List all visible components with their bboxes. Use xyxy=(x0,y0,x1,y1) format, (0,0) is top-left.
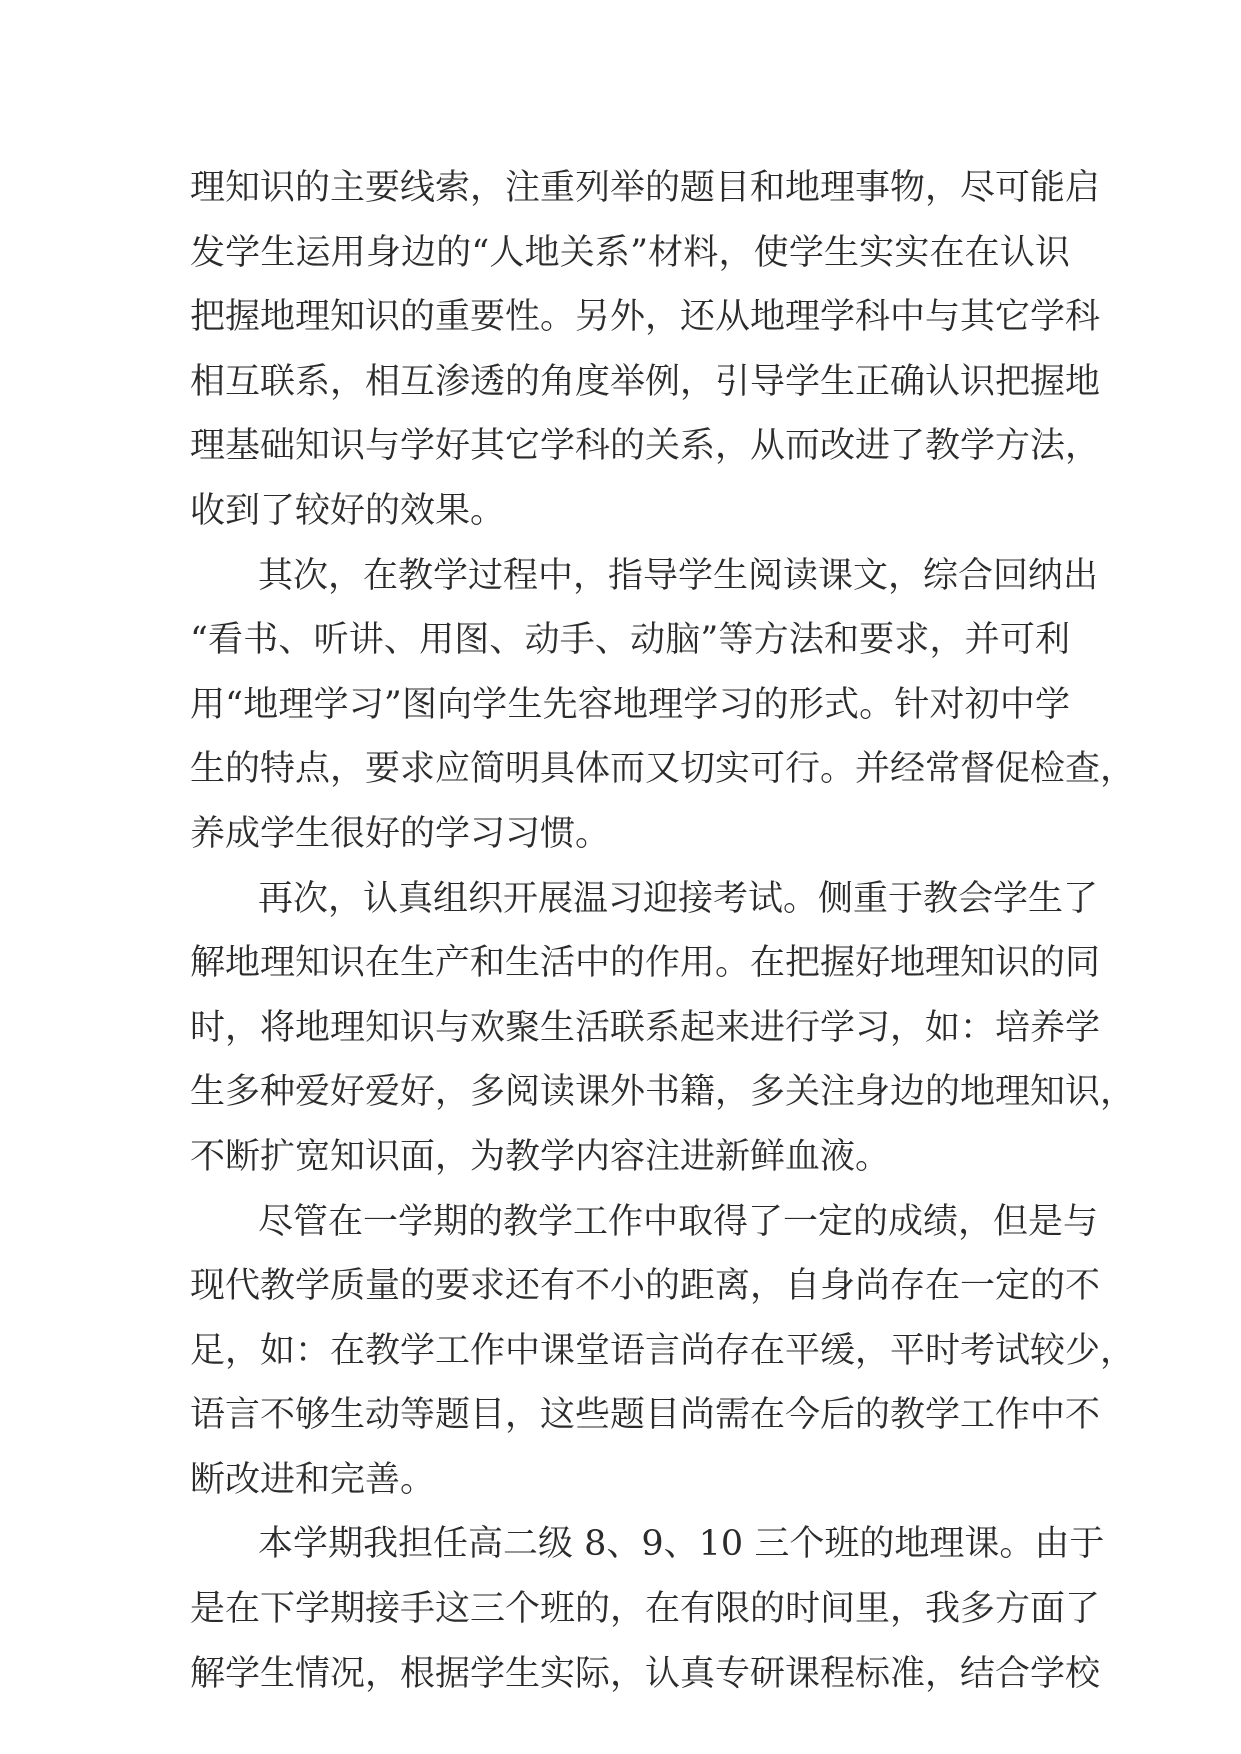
text-line: 生的特点，要求应简明具体而又切实可行。并经常督促检查， xyxy=(190,749,1136,790)
text-line: 理知识的主要线索，注重列举的题目和地理事物，尽可能启 xyxy=(190,168,1101,208)
text-line: 相互联系，相互渗透的角度举例，引导学生正确认识把握地 xyxy=(190,361,1101,402)
paragraph xyxy=(190,1190,1136,1513)
text-line: 发学生运用身边的“人地关系”材料，使学生实实在在认识 xyxy=(190,232,1070,273)
text-line: 本学期我担任高二级 8、9、10 三个班的地理课。由于 xyxy=(258,1524,1105,1565)
text-line: 生多种爱好爱好，多阅读课外书籍，多关注身边的地理知识， xyxy=(190,1072,1136,1113)
text-line: 解学生情况，根据学生实际，认真专研课程标准，结合学校 xyxy=(190,1653,1101,1694)
paragraph xyxy=(190,1512,1105,1706)
text-line: 把握地理知识的重要性。另外，还从地理学科中与其它学科 xyxy=(190,297,1101,338)
paragraph xyxy=(190,544,1136,867)
document-body xyxy=(190,156,1136,1706)
text-line: 其次，在教学过程中，指导学生阅读课文，综合回纳出 xyxy=(258,555,1099,596)
text-line: 养成学生很好的学习习惯。 xyxy=(190,813,611,854)
paragraph xyxy=(190,156,1101,544)
text-line: 断改进和完善。 xyxy=(190,1459,436,1500)
text-line: 是在下学期接手这三个班的，在有限的时间里，我多方面了 xyxy=(190,1589,1101,1630)
text-line: 收到了较好的效果。 xyxy=(190,490,506,531)
text-line: 时，将地理知识与欢聚生活联系起来进行学习，如：培养学 xyxy=(190,1007,1101,1048)
text-line: 用“地理学习”图向学生先容地理学习的形式。针对初中学 xyxy=(190,684,1070,725)
text-line: 再次，认真组织开展温习迎接考试。侧重于教会学生了 xyxy=(258,878,1099,919)
text-line: 尽管在一学期的教学工作中取得了一定的成绩，但是与 xyxy=(258,1201,1099,1242)
paragraph xyxy=(190,867,1136,1190)
text-line: 语言不够生动等题目，这些题目尚需在今后的教学工作中不 xyxy=(190,1395,1101,1436)
text-line: “看书、听讲、用图、动手、动脑”等方法和要求，并可利 xyxy=(190,620,1070,661)
text-line: 不断扩宽知识面，为教学内容注进新鲜血液。 xyxy=(190,1136,891,1177)
text-line: 现代教学质量的要求还有不小的距离，自身尚存在一定的不 xyxy=(190,1266,1101,1307)
text-line: 足，如：在教学工作中课堂语言尚存在平缓，平时考试较少， xyxy=(190,1330,1136,1371)
text-line: 理基础知识与学好其它学科的关系，从而改进了教学方法， xyxy=(190,426,1101,467)
text-line: 解地理知识在生产和生活中的作用。在把握好地理知识的同 xyxy=(190,943,1101,984)
